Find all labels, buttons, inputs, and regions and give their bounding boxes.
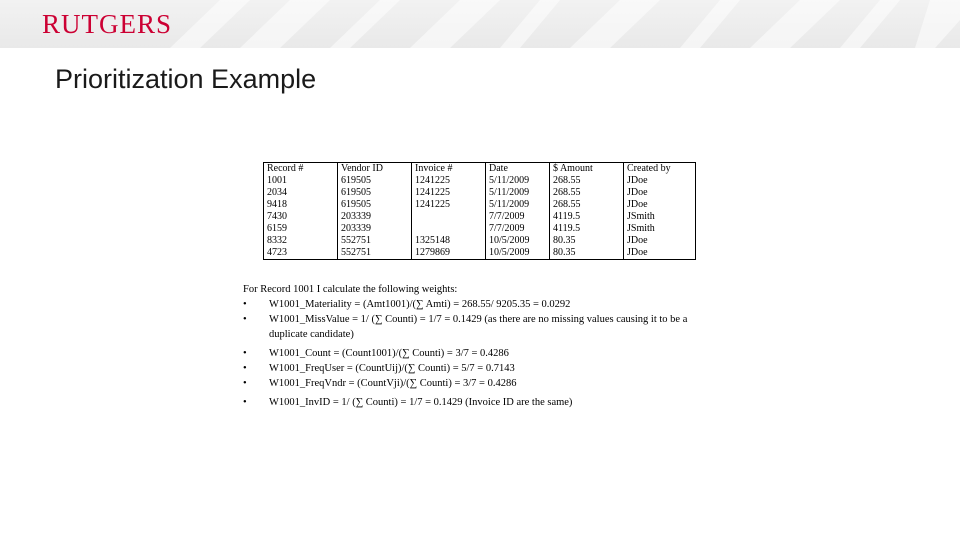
cell: 1241225 [412, 187, 486, 199]
cell: 5/11/2009 [486, 175, 550, 187]
cell: JDoe [624, 187, 696, 199]
cell: 1001 [264, 175, 338, 187]
cell: 7/7/2009 [486, 223, 550, 235]
list-item [243, 376, 723, 391]
cell: 80.35 [550, 247, 624, 260]
cell: 1325148 [412, 235, 486, 247]
cell: JDoe [624, 199, 696, 211]
list-item [243, 395, 723, 410]
cell: 7430 [264, 211, 338, 223]
cell: 4119.5 [550, 211, 624, 223]
table-row [264, 211, 696, 223]
cell: 9418 [264, 199, 338, 211]
weight-formula: W1001_FreqUser = (CountUij)/(∑ Counti) = 5/7 = 0.7143 [269, 363, 515, 374]
cell: 268.55 [550, 175, 624, 187]
bullet-icon: • [243, 299, 247, 310]
cell: 203339 [338, 223, 412, 235]
cell: 268.55 [550, 187, 624, 199]
cell: 10/5/2009 [486, 235, 550, 247]
cell: 552751 [338, 247, 412, 260]
cell: 8332 [264, 235, 338, 247]
table-row [264, 199, 696, 211]
cell: 203339 [338, 211, 412, 223]
cell: 2034 [264, 187, 338, 199]
table-row [264, 175, 696, 187]
table-row [264, 247, 696, 260]
cell: 268.55 [550, 199, 624, 211]
cell: 1279869 [412, 247, 486, 260]
cell: 80.35 [550, 235, 624, 247]
list-item [243, 312, 723, 342]
bullet-icon: • [243, 363, 247, 374]
cell: JDoe [624, 235, 696, 247]
cell: 619505 [338, 199, 412, 211]
cell: 7/7/2009 [486, 211, 550, 223]
cell: 4119.5 [550, 223, 624, 235]
table-header-row [264, 163, 696, 176]
cell: JDoe [624, 175, 696, 187]
records-table [263, 162, 696, 260]
cell [412, 223, 486, 235]
cell: 4723 [264, 247, 338, 260]
cell: 1241225 [412, 199, 486, 211]
table-row [264, 235, 696, 247]
bullet-icon: • [243, 348, 247, 359]
cell: JSmith [624, 223, 696, 235]
weight-formula: W1001_InvID = 1/ (∑ Counti) = 1/7 = 0.1429 (Invoice ID are the same) [269, 397, 573, 408]
cell: 5/11/2009 [486, 199, 550, 211]
weight-formula: W1001_FreqVndr = (CountVji)/(∑ Counti) = 3/7 = 0.4286 [269, 378, 517, 389]
table-row [264, 187, 696, 199]
header-date: Date [486, 163, 550, 176]
header-band [0, 0, 960, 48]
cell: 6159 [264, 223, 338, 235]
cell: JSmith [624, 211, 696, 223]
bullet-icon: • [243, 397, 247, 408]
header-invoice: Invoice # [412, 163, 486, 176]
cell: 619505 [338, 187, 412, 199]
header-vendor-id: Vendor ID [338, 163, 412, 176]
list-item [243, 297, 723, 312]
weight-formula: W1001_MissValue = 1/ (∑ Counti) = 1/7 = 0.1429 (as there are no missing values causing it to be a duplicate candidate) [269, 314, 688, 340]
header-record: Record # [264, 163, 338, 176]
weight-formula: W1001_Count = (Count1001)/(∑ Counti) = 3/7 = 0.4286 [269, 348, 509, 359]
weights-list [243, 297, 723, 410]
cell: 5/11/2009 [486, 187, 550, 199]
cell: 10/5/2009 [486, 247, 550, 260]
bullet-icon: • [243, 314, 247, 325]
bullet-icon: • [243, 378, 247, 389]
cell: 619505 [338, 175, 412, 187]
list-item [243, 346, 723, 361]
rutgers-logo[interactable]: RUTGERS [42, 9, 173, 39]
table-row [264, 223, 696, 235]
weights-notes [243, 282, 723, 410]
weight-formula: W1001_Materiality = (Amt1001)/(∑ Amti) = 268.55/ 9205.35 = 0.0292 [269, 299, 571, 310]
cell: JDoe [624, 247, 696, 260]
header-amount: $ Amount [550, 163, 624, 176]
page-title: Prioritization Example [55, 64, 317, 94]
cell [412, 211, 486, 223]
cell: 1241225 [412, 175, 486, 187]
cell: 552751 [338, 235, 412, 247]
header-created-by: Created by [624, 163, 696, 176]
notes-intro: For Record 1001 I calculate the following weights: [243, 284, 458, 295]
list-item [243, 361, 723, 376]
